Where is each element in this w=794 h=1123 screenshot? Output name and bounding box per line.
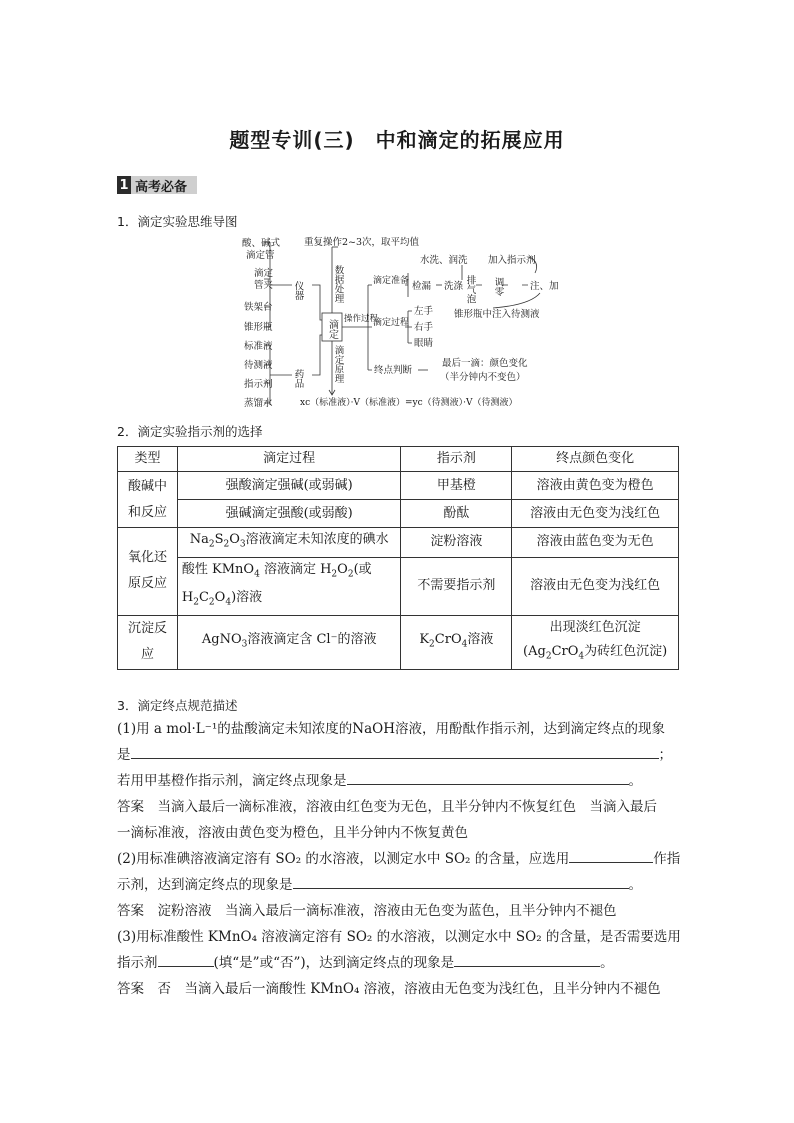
table-cell-text: 溶液: [467, 631, 494, 647]
table-cell: $K_2CrO_4$溶液: [401, 615, 512, 669]
table-header: 滴定过程: [177, 447, 401, 472]
answer-1-line-2: 一滴标准液，溶液由黄色变为橙色，且半分钟内不恢复黄色: [117, 825, 468, 841]
diagram-left-7: 标准液: [244, 341, 273, 352]
table-cell-text: 溶液滴定未知浓度的碘水: [245, 532, 389, 547]
answer-blank-2[interactable]: [347, 770, 629, 785]
question-1-line-3: 若用甲基橙作指示剂，滴定终点现象是 。: [117, 768, 687, 794]
table-cell: 强酸滴定强碱(或弱碱): [177, 472, 401, 500]
indicator-table: [117, 446, 679, 670]
question-3-line-1: (3)用标准酸性 KMnO₄ 溶液滴定溶有 SO₂ 的水溶液，以测定水中 SO₂ 的含量，是否需要选用: [117, 929, 681, 945]
table-cell: 溶液由无色变为浅红色: [512, 557, 679, 615]
section-label: 高考必备: [135, 179, 188, 195]
table-cell-text: 溶液滴定 H: [259, 561, 332, 577]
diagram-prep-4: 调零: [492, 277, 504, 296]
table-cell: AgNO$_3$溶液滴定含 Cl⁻的溶液: [177, 615, 401, 669]
table-row: [118, 500, 679, 528]
table-row: [118, 615, 679, 669]
table-cell: 酚酞: [401, 500, 512, 528]
diagram-left-1: 酸、碱式: [242, 238, 281, 249]
question-1-line-2: 是 ；: [117, 742, 687, 768]
table-cell-text: (或: [353, 561, 372, 577]
diagram-guocheng: 滴定过程: [373, 318, 410, 328]
section-badge: [117, 176, 197, 194]
diagram-prep-2: 洗涤: [444, 281, 464, 292]
diagram-center: 滴定: [326, 319, 338, 339]
diagram-shuju: 数据处理: [332, 265, 344, 303]
diagram-zd2: （半分钟内不变色）: [440, 372, 526, 383]
diagram-left-6: 锥形瓶: [244, 322, 273, 333]
table-cell-text: 溶液滴定含 Cl⁻的溶液: [247, 631, 377, 647]
question-3-line-2: 指示剂 (填“是”或“否”)，达到滴定终点的现象是 。: [117, 950, 687, 976]
diagram-yaopin: 药品: [292, 369, 304, 388]
question-2-line-1: [117, 846, 687, 872]
diagram-prep-top2: 加入指示剂: [488, 255, 536, 266]
answer-1-line-1: [117, 794, 687, 820]
table-cell: 出现淡红色沉淀 ($Ag_2CrO_4$为砖红色沉淀): [512, 615, 679, 669]
diagram-zhongdian: 终点判断: [374, 365, 413, 376]
table-cell: 甲基橙: [401, 472, 512, 500]
diagram-formula: xc（标准液）·V（标准液）=yc（待测液）·V（待测液）: [300, 398, 518, 408]
answer-label: 答案: [117, 903, 144, 919]
table-row: [118, 472, 679, 500]
table-cell: $Na_2S_2O_3$溶液滴定未知浓度的碘水: [177, 528, 401, 558]
table-group-cell: 沉淀反应: [118, 615, 178, 669]
question-3-sub: (填“是”或“否”)，达到滴定终点的现象是: [213, 955, 455, 971]
answer-3-line: [117, 976, 687, 1002]
diagram-yiqi: 仪器: [292, 281, 304, 300]
diagram-left-4: 管夹: [254, 280, 274, 291]
table-cell-text: 酸性 KMnO: [181, 561, 255, 577]
table-header: 类型: [118, 447, 178, 472]
table-row: [118, 557, 679, 615]
heading-2: 2．滴定实验指示剂的选择: [117, 424, 263, 439]
answer-blank-1[interactable]: [131, 744, 659, 759]
table-cell: 溶液由黄色变为橙色: [512, 472, 679, 500]
diagram-left-2: 滴定管: [246, 250, 275, 261]
table-group-cell: 酸碱中和反应: [118, 472, 178, 528]
answer-blank-5[interactable]: [158, 952, 214, 967]
table-cell: 酸性 KMnO$_4$ 溶液滴定 $H_2O_2$(或 $H_2C_2O_4$)溶液: [177, 557, 401, 615]
page-title: 题型专训(三) 中和滴定的拓展应用: [229, 128, 565, 152]
diagram-left-8: 待测液: [244, 360, 273, 371]
table-header: 指示剂: [401, 447, 512, 472]
question-1-prefix: 是: [117, 747, 131, 763]
diagram-yuanli: 滴定原理: [332, 345, 344, 383]
question-2-text: (2)用标准碘溶液滴定溶有 SO₂ 的水溶液，以测定水中 SO₂ 的含量，应选用: [117, 851, 570, 867]
answer-label: 答案: [117, 981, 144, 997]
table-cell-text: 为砖红色沉淀): [584, 643, 668, 659]
diagram-left-3: 滴定: [254, 268, 274, 279]
diagram-hand-3: 眼睛: [414, 338, 434, 349]
table-cell: 溶液由蓝色变为无色: [512, 528, 679, 558]
table-cell: 溶液由无色变为浅红色: [512, 500, 679, 528]
diagram-hand-1: 左手: [414, 306, 434, 317]
answer-blank-6[interactable]: [454, 952, 600, 967]
question-1-line-1: (1)用 a mol·L⁻¹的盐酸滴定未知浓度的NaOH溶液，用酚酞作指示剂，达到滴定终点的现象: [117, 721, 665, 737]
section-number: 1: [117, 176, 131, 194]
diagram-prep-3: 排气泡: [464, 275, 476, 304]
diagram-left-5: 铁架台: [244, 302, 273, 313]
diagram-zhuru: 锥形瓶中注入待测液: [454, 309, 540, 320]
question-2-sub: 示剂，达到滴定终点的现象是: [117, 877, 293, 893]
table-cell: 强碱滴定强酸(或弱酸): [177, 500, 401, 528]
heading-3: 3．滴定终点规范描述: [117, 698, 238, 713]
answer-2-line: [117, 898, 687, 924]
diagram-left-10: 蒸馏水: [244, 398, 273, 409]
table-header: 终点颜色变化: [512, 447, 679, 472]
answer-3-text: 否 当滴入最后一滴酸性 KMnO₄ 溶液，溶液由无色变为浅红色，且半分钟内不褪色: [157, 981, 661, 997]
table-cell-text: 出现淡红色沉淀: [549, 619, 641, 635]
diagram-zhunbei: 滴定准备: [373, 276, 410, 286]
table-header-row: [118, 447, 679, 472]
diagram-zd1: 最后一滴：颜色变化: [442, 358, 528, 369]
diagram-prep-5: 注、加: [530, 281, 559, 292]
answer-1-text: 当滴入最后一滴标准液，溶液由红色变为无色，且半分钟内不恢复红色 当滴入最后: [157, 799, 657, 815]
question-2-text-2: 作指: [653, 851, 681, 867]
table-cell: 淀粉溶液: [401, 528, 512, 558]
table-row: [118, 528, 679, 558]
diagram-top: 重复操作2~3次，取平均值: [304, 237, 420, 248]
question-1-sub: 若用甲基橙作指示剂，滴定终点现象是: [117, 773, 347, 789]
table-cell: 不需要指示剂: [401, 557, 512, 615]
question-1: [117, 716, 687, 1002]
answer-blank-3[interactable]: [569, 848, 653, 863]
heading-1: 1．滴定实验思维导图: [117, 214, 238, 229]
diagram-caozuo: 操作过程: [344, 314, 379, 324]
question-3-prefix: 指示剂: [117, 955, 158, 971]
table-cell-text: )溶液: [231, 590, 263, 606]
diagram-prep-top1: 水洗、润洗: [420, 255, 468, 266]
diagram-hand-2: 右手: [414, 322, 434, 333]
answer-blank-4[interactable]: [293, 874, 629, 889]
answer-2-text: 淀粉溶液 当滴入最后一滴标准液，溶液由无色变为蓝色，且半分钟内不褪色: [157, 903, 617, 919]
diagram-left-9: 指示剂: [244, 379, 273, 390]
titration-mind-map: [240, 235, 570, 410]
diagram-prep-1: 检漏: [412, 281, 432, 292]
question-2-line-2: 示剂，达到滴定终点的现象是 。: [117, 872, 687, 898]
answer-label: 答案: [117, 799, 144, 815]
table-group-cell: 氧化还原反应: [118, 528, 178, 616]
